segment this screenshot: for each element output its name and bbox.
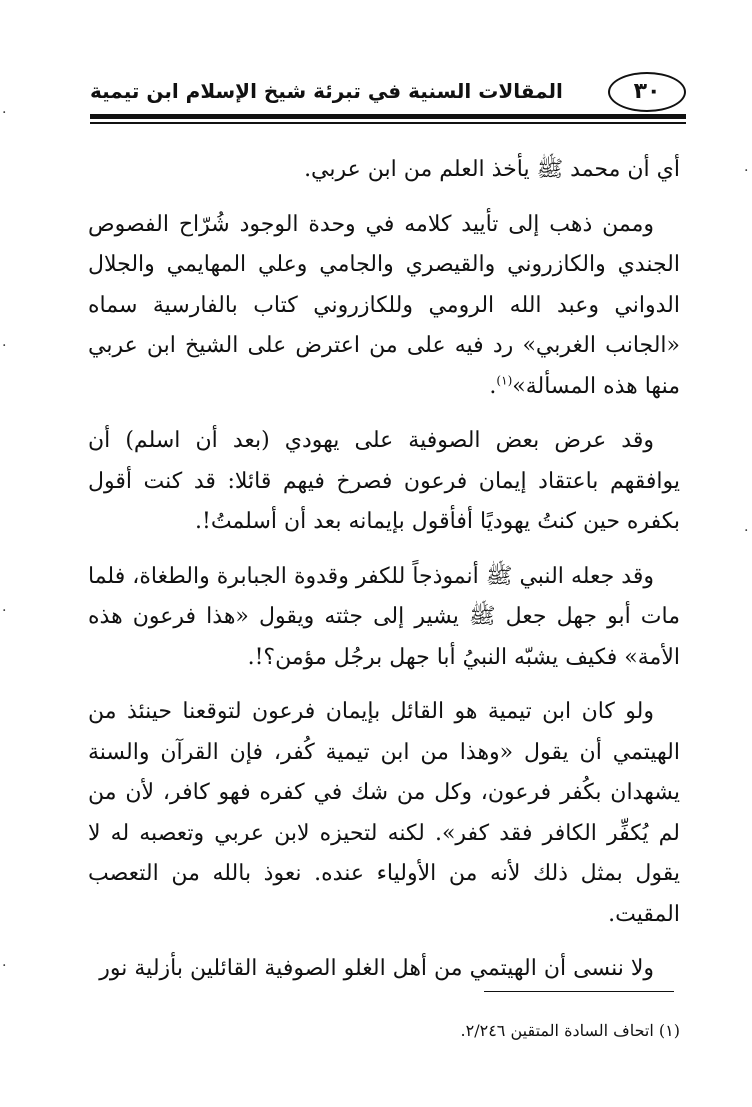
- edge-mark: .: [744, 519, 749, 535]
- page-number: ٣٠: [608, 72, 686, 112]
- paragraph-1: أي أن محمد ﷺ يأخذ العلم من ابن عربي.: [304, 157, 680, 182]
- footnote-number: (١): [658, 1021, 680, 1040]
- paragraph-2: [88, 205, 680, 408]
- footnote-text: اتحاف السادة المتقين ٢/٢٤٦.: [460, 1021, 654, 1040]
- footnote-separator: [484, 991, 674, 992]
- paragraph-6: ولا ننسى أن الهيتمي من أهل الغلو الصوفية القائلين بأزلية نور: [99, 956, 654, 981]
- footnote: [88, 1018, 680, 1044]
- edge-mark: .: [2, 599, 7, 615]
- edge-mark: .: [744, 159, 749, 175]
- footnote-ref: (١): [496, 373, 513, 388]
- paragraph-3: وقد عرض بعض الصوفية على يهودي (بعد أن اسلم) أن يوافقهم باعتقاد إيمان فرعون فصرخ فيهم قائلا: قد كنت أقول بكفره حين كنتُ يهوديًا أفأقول بإيمانه بعد أن أسلمتُ!.: [88, 428, 680, 534]
- edge-mark: .: [2, 334, 7, 350]
- header-rule-thin: [90, 122, 686, 124]
- page-header: [90, 72, 686, 112]
- paragraph-2-text: وممن ذهب إلى تأييد كلامه في وحدة الوجود شُرّاح الفصوص الجندي والكازروني والقيصري والجامي وعلي المهايمي والجلال الدواني وعبد الله الرومي وللكازروني كتاب بالفارسية سماه «الجانب الغربي» رد فيه على من اعترض على الشيخ ابن عربي منها هذه المسألة»: [88, 211, 680, 399]
- body-text: [88, 150, 680, 1004]
- edge-mark: .: [2, 954, 7, 970]
- paragraph-2-end: .: [489, 373, 497, 399]
- edge-mark: .: [2, 101, 7, 117]
- running-title: المقالات السنية في تبرئة شيخ الإسلام ابن تيمية: [90, 79, 563, 103]
- header-rule-thick: [90, 114, 686, 119]
- paragraph-4: وقد جعله النبي ﷺ أنموذجاً للكفر وقدوة الجبابرة والطغاة، فلما مات أبو جهل جعل ﷺ يشير إلى جثته ويقول «هذا فرعون هذه الأمة» فكيف يشبّه النبيُ أبا جهل برجُل مؤمن؟!.: [88, 563, 680, 670]
- paragraph-5: ولو كان ابن تيمية هو القائل بإيمان فرعون لتوقعنا حينئذ من الهيتمي أن يقول «وهذا من ابن تيمية كُفر، فإن القرآن والسنة يشهدان بكُفر فرعون، وكل من شك في كفره فهو كافر، لأن من لم يُكفِّر الكافر فقد كفر». لكنه لتحيزه لابن عربي وتعصبه له لا يقول بمثل ذلك لأنه من الأولياء عنده. نعوذ بالله من التعصب المقيت.: [88, 699, 680, 927]
